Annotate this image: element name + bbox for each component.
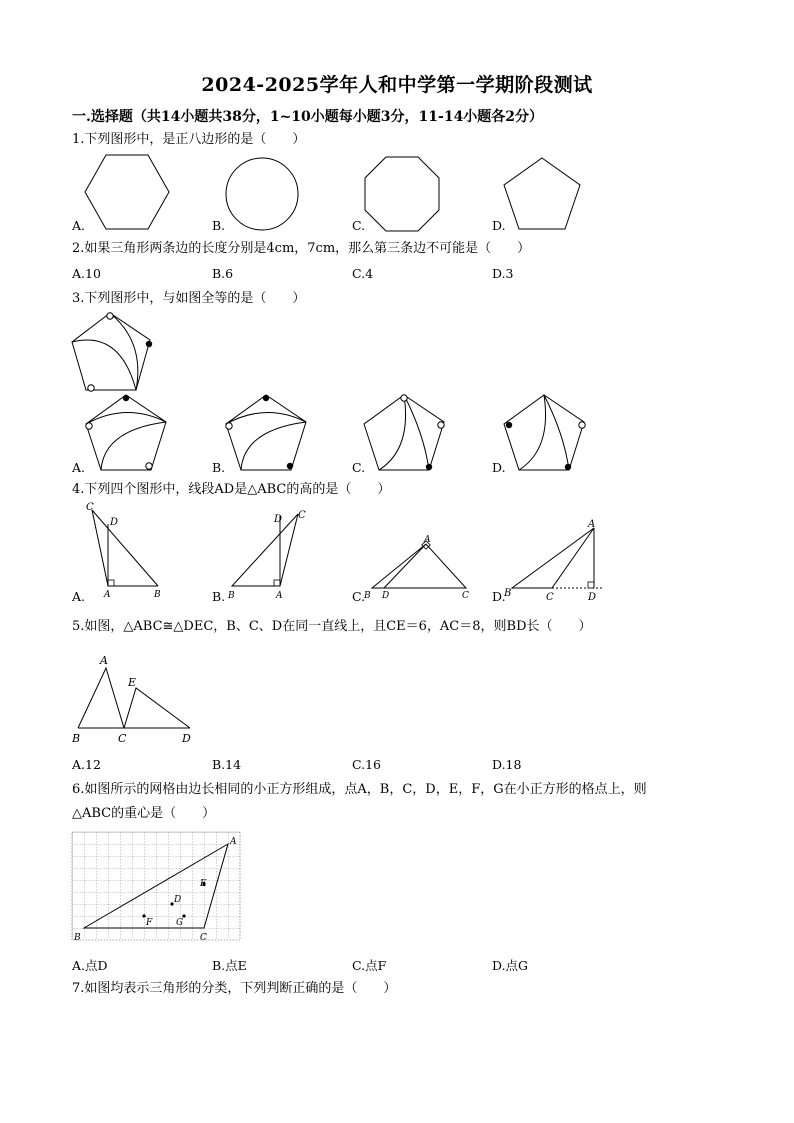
q3-option-b-figure	[224, 394, 310, 472]
q5-option-b[interactable]: B.14	[212, 757, 242, 772]
q3-option-c-figure	[362, 394, 448, 472]
q4a-label-b: B	[154, 590, 161, 600]
q4d-label-c: C	[546, 592, 554, 603]
q4d-label-b: B	[504, 588, 512, 599]
q2-option-a[interactable]: A.10	[72, 266, 101, 281]
q1-octagon	[364, 156, 440, 232]
q3-reference-figure	[70, 312, 160, 394]
q4-option-d-figure	[502, 518, 612, 604]
q3-option-d[interactable]: D.	[492, 460, 506, 475]
q5-label-c: C	[118, 732, 127, 745]
q6-option-d[interactable]: D.点G	[492, 958, 529, 973]
q1-circle	[224, 156, 300, 232]
q6-label-b: B	[74, 933, 81, 943]
q1-option-a[interactable]: A.	[72, 218, 86, 233]
q2-option-b[interactable]: B.6	[212, 266, 234, 281]
q6-label-e: E	[200, 879, 207, 889]
q1-pentagon	[502, 157, 582, 231]
q4c-label-d: D	[382, 591, 390, 601]
q4-option-d[interactable]: D.	[492, 589, 506, 604]
question-7-text: 7.如图均表示三角形的分类，下列判断正确的是（ ）	[72, 981, 397, 996]
q6-label-g: G	[176, 918, 184, 928]
q4c-label-a: A	[424, 535, 431, 545]
q3-option-b[interactable]: B.	[212, 460, 226, 475]
section-heading: 一.选择题（共14小题共38分，1~10小题每小题3分，11-14小题各2分）	[72, 109, 544, 125]
q1-option-c[interactable]: C.	[352, 218, 366, 233]
q5-option-c[interactable]: C.16	[352, 757, 381, 772]
q1-hexagon	[82, 154, 172, 232]
q5-label-b: B	[72, 732, 81, 745]
question-6-text-2: △ABC的重心是（ ）	[72, 806, 216, 821]
q6-label-d: D	[174, 895, 182, 905]
q5-figure	[70, 652, 200, 744]
q4b-label-a: A	[276, 591, 283, 601]
q5-option-a[interactable]: A.12	[72, 757, 101, 772]
q4b-label-c: C	[298, 510, 306, 521]
q5-label-e: E	[128, 676, 137, 689]
q6-label-a: A	[230, 837, 237, 847]
q2-option-c[interactable]: C.4	[352, 266, 374, 281]
q4-option-b[interactable]: B.	[212, 589, 226, 604]
q6-option-c[interactable]: C.点F	[352, 958, 387, 973]
q6-label-c: C	[200, 933, 207, 943]
q4-option-c-figure	[362, 534, 472, 600]
q1-option-b[interactable]: B.	[212, 218, 226, 233]
q6-grid-figure	[72, 832, 244, 944]
q4c-label-b: B	[364, 591, 371, 601]
q6-option-a[interactable]: A.点D	[72, 958, 108, 973]
q4-option-a[interactable]: A.	[72, 589, 86, 604]
q4d-label-d: D	[588, 592, 597, 603]
q5-label-a: A	[100, 654, 108, 667]
q1-option-d[interactable]: D.	[492, 218, 506, 233]
q5-label-d: D	[182, 732, 191, 745]
question-4-text: 4.下列四个图形中，线段AD是△ABC的高的是（ ）	[72, 482, 391, 497]
question-3-text: 3.下列图形中，与如图全等的是（ ）	[72, 291, 306, 306]
q3-option-d-figure	[502, 394, 588, 472]
q4-option-a-figure	[84, 500, 164, 600]
q3-option-a-figure	[84, 394, 170, 472]
q4c-label-c: C	[462, 591, 469, 601]
page-title: 2024-2025学年人和中学第一学期阶段测试	[201, 74, 593, 96]
q4b-label-d: D	[274, 514, 283, 525]
q4a-label-d: D	[110, 517, 119, 528]
question-1-text: 1.下列图形中，是正八边形的是（ ）	[72, 132, 306, 147]
question-6-text: 6.如图所示的网格由边长相同的小正方形组成，点A，B，C，D，E，F，G在小正方形的格点上，则	[72, 782, 647, 797]
q4b-label-b: B	[228, 591, 235, 601]
q3-option-c[interactable]: C.	[352, 460, 366, 475]
q4a-label-a: A	[104, 590, 111, 600]
q2-option-d[interactable]: D.3	[492, 266, 514, 281]
q3-option-a[interactable]: A.	[72, 460, 86, 475]
q4-option-c[interactable]: C.	[352, 589, 366, 604]
q4-option-b-figure	[224, 506, 314, 600]
q6-label-f: F	[146, 918, 153, 928]
q5-option-d[interactable]: D.18	[492, 757, 522, 772]
question-2-text: 2.如果三角形两条边的长度分别是4cm，7cm，那么第三条边不可能是（ ）	[72, 241, 531, 256]
q6-option-b[interactable]: B.点E	[212, 958, 247, 973]
q4a-label-c: C	[86, 502, 94, 513]
question-5-text: 5.如图，△ABC≅△DEC，B、C、D在同一直线上，且CE＝6，AC＝8，则BD长（ ）	[72, 619, 592, 634]
q4d-label-a: A	[588, 519, 596, 530]
